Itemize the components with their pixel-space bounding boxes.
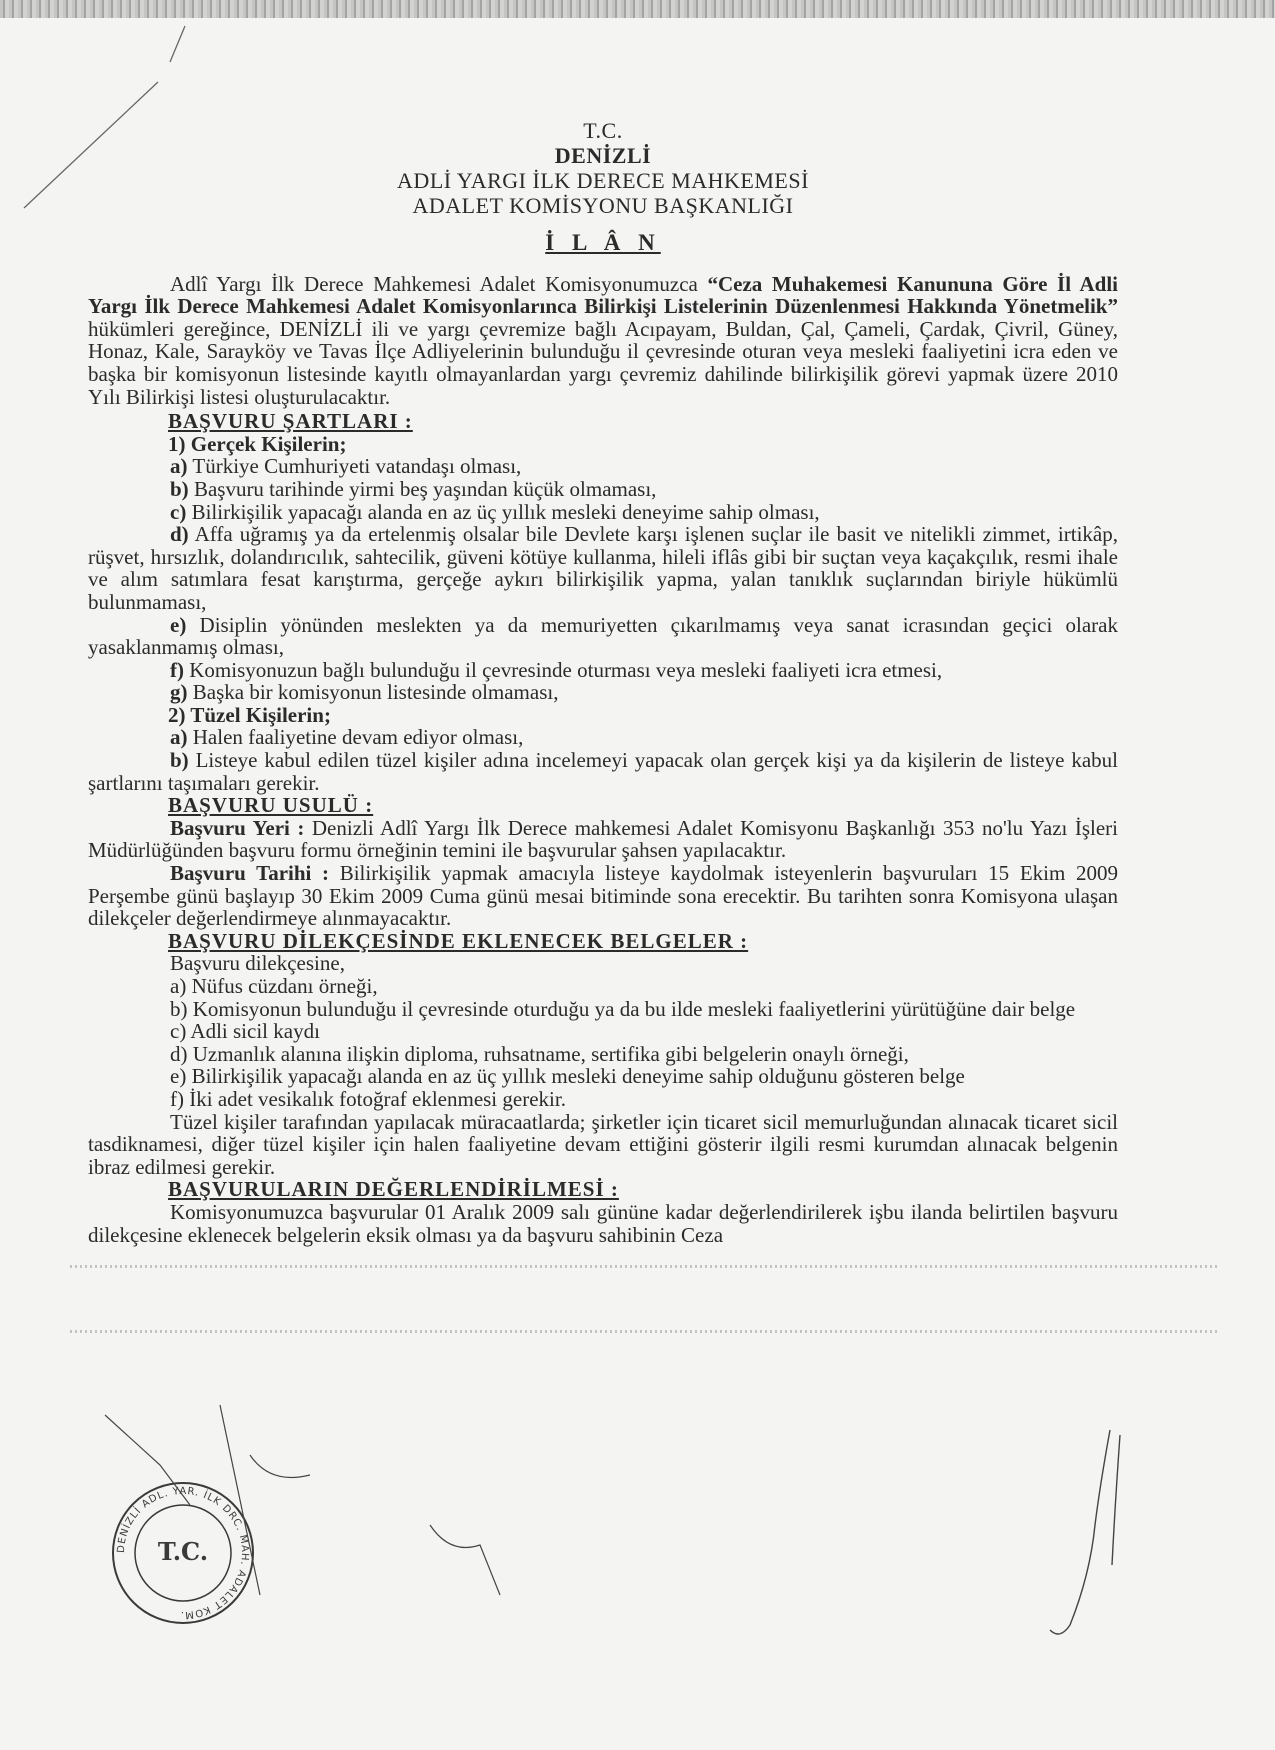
list-item: f) İki adet vesikalık fotoğraf eklenmesi gerekir. bbox=[170, 1086, 566, 1111]
list-item: f) Komisyonuzun bağlı bulunduğu il çevresinde oturması veya mesleki faaliyeti icra etmesi, bbox=[170, 657, 943, 682]
list-item: d) Affa uğramış ya da ertelenmiş olsalar bile Devlete karşı işlenen suçlar ile basit ve nitelikli zimmet, irtikâp, rüşvet, hırsızlık, dolandırıcılık, sahtecilik, güveni kötüye kullanma, hileli iflâs gibi bir suçtan veya kaçakçılık, resmi ihale ve alım satımlara fesat karıştırma, gerçeğe aykırı bilirkişilik yapma, yalan tanıklık suçlarından biriyle hükümlü bulunmaması, bbox=[88, 522, 1118, 614]
section-title-evaluation: BAŞVURULARIN DEĞERLENDİRİLMESİ : bbox=[168, 1177, 619, 1202]
documents-intro: Başvuru dilekçesine, bbox=[170, 951, 345, 976]
legal-persons-note: Tüzel kişiler tarafından yapılacak müracaatlarda; şirketler için ticaret sicil memurluğundan alınacak ticaret sicil tasdiknamesi, diğer tüzel kişiler için halen faaliyetine devam ettiğini gösterir ilgili resmi kurumdan alınacak belgenin ibraz edilmesi gerekir. bbox=[88, 1109, 1118, 1179]
scan-top-edge bbox=[0, 0, 1275, 18]
document-header bbox=[88, 118, 1118, 218]
legal-persons-list bbox=[88, 726, 1118, 794]
scan-artifact-line bbox=[70, 1265, 1220, 1268]
intro-paragraph bbox=[88, 273, 1118, 409]
intro-part1: Adlî Yargı İlk Derece Mahkemesi Adalet Komisyonumuzca bbox=[170, 271, 708, 296]
signature-strokes bbox=[100, 1395, 520, 1635]
subsection-natural-persons: 1) Gerçek Kişilerin; bbox=[168, 431, 347, 456]
header-line-commission: ADALET KOMİSYONU BAŞKANLIĞI bbox=[412, 193, 794, 218]
list-item: b) Komisyonun bulunduğu il çevresinde oturduğu ya da bu ilde mesleki faaliyetlerini yürütüğüne dair belge bbox=[170, 996, 1076, 1021]
list-item: d) Uzmanlık alanına ilişkin diploma, ruhsatname, sertifika gibi belgelerin onaylı örneği, bbox=[170, 1041, 909, 1066]
list-item: a) Halen faaliyetine devam ediyor olması, bbox=[170, 725, 524, 750]
header-line-tc: T.C. bbox=[583, 118, 623, 143]
section-title-procedure: BAŞVURU USULÜ : bbox=[168, 793, 374, 818]
list-item: g) Başka bir komisyonun listesinde olmaması, bbox=[170, 680, 559, 705]
documents-list bbox=[88, 975, 1118, 1111]
document-title: İ L Â N bbox=[545, 230, 661, 255]
list-item: a) Nüfus cüzdanı örneği, bbox=[170, 974, 378, 998]
document-body bbox=[88, 118, 1118, 1246]
scan-artifact-line bbox=[70, 1330, 1220, 1333]
svg-text:T.C.: T.C. bbox=[157, 1537, 209, 1566]
section-title-documents: BAŞVURU DİLEKÇESİNDE EKLENECEK BELGELER : bbox=[168, 928, 749, 953]
list-item: b) Listeye kabul edilen tüzel kişiler adına incelemeyi yapacak olan gerçek kişi ya da kişilerin de listeye kabul şartlarını taşımaları gerekir. bbox=[88, 748, 1118, 795]
list-item: c) Adli sicil kaydı bbox=[170, 1019, 320, 1044]
header-line-court: ADLİ YARGI İLK DERECE MAHKEMESİ bbox=[397, 168, 809, 193]
section-title-conditions: BAŞVURU ŞARTLARI : bbox=[168, 409, 413, 434]
list-item: a) Türkiye Cumhuriyeti vatandaşı olması, bbox=[170, 454, 522, 479]
list-item: b) Başvuru tarihinde yirmi beş yaşından küçük olmaması, bbox=[170, 476, 657, 501]
list-item: c) Bilirkişilik yapacağı alanda en az üç yıllık mesleki deneyime sahip olması, bbox=[170, 499, 820, 524]
natural-persons-list bbox=[88, 455, 1118, 704]
application-date: Başvuru Tarihi : Bilirkişilik yapmak amacıyla listeye kaydolmak isteyenlerin başvuruları 15 Ekim 2009 Perşembe günü başlayıp 30 Ekim 2009 Cuma günü mesai bitiminde sona erecektir. Bu tarihten sonra Komisyona ulaşan dilekçeler değerlendirmeye alınmayacaktır. bbox=[88, 861, 1118, 931]
intro-part2: hükümleri gereğince, DENİZLİ ili ve yargı çevremize bağlı Acıpayam, Buldan, Çal, Çameli, Çardak, Çivril, Güney, Honaz, Kale, Sarayköy ve Tavas İlçe Adliyelerinin bulunduğu il çevresinde oturan veya mesleki faaliyetini icra eden ve başka bir komisyonun listesinde kayıtlı olmayanlardan yargı çevremiz dahilinde bilirkişilik görevi yapmak üzere 2010 Yılı Bilirkişi listesi oluşturulacaktır. bbox=[88, 316, 1118, 409]
subsection-legal-persons: 2) Tüzel Kişilerin; bbox=[168, 702, 331, 727]
intro-regulation-name: “Ceza Muhakemesi Kanununa Göre İl Adli Yargı İlk Derece Mahkemesi Adalet Komisyonlarınca Bilirkişi Listelerinin Düzenlenmesi Hakkında Yönetmelik” bbox=[88, 271, 1118, 319]
list-item: e) Bilirkişilik yapacağı alanda en az üç yıllık mesleki deneyime sahip olduğunu gösteren belge bbox=[170, 1064, 965, 1089]
list-item: e) Disiplin yönünden meslekten ya da memuriyetten çıkarılmamış veya sanat icrasından geçici olarak yasaklanmamış olması, bbox=[88, 612, 1118, 660]
application-place: Başvuru Yeri : Denizli Adlî Yargı İlk Derece mahkemesi Adalet Komisyonu Başkanlığı 353 no'lu Yazı İşleri Müdürlüğünden başvuru formu örneğinin temini ile başvurular şahsen yapılacaktır. bbox=[88, 815, 1118, 863]
evaluation-text: Komisyonumuzca başvurular 01 Aralık 2009 salı gününe kadar değerlendirilerek işbu ilanda belirtilen başvuru dilekçesine eklenecek belgelerin eksik olması ya da başvuru sahibinin Ceza bbox=[88, 1199, 1118, 1247]
header-line-city: DENİZLİ bbox=[554, 143, 652, 168]
signature-icon bbox=[1040, 1425, 1140, 1645]
seal-ring-text: DENİZLİ ADL. YAR. İLK DRC. MAH. ADALET KOM. bbox=[115, 1485, 251, 1621]
